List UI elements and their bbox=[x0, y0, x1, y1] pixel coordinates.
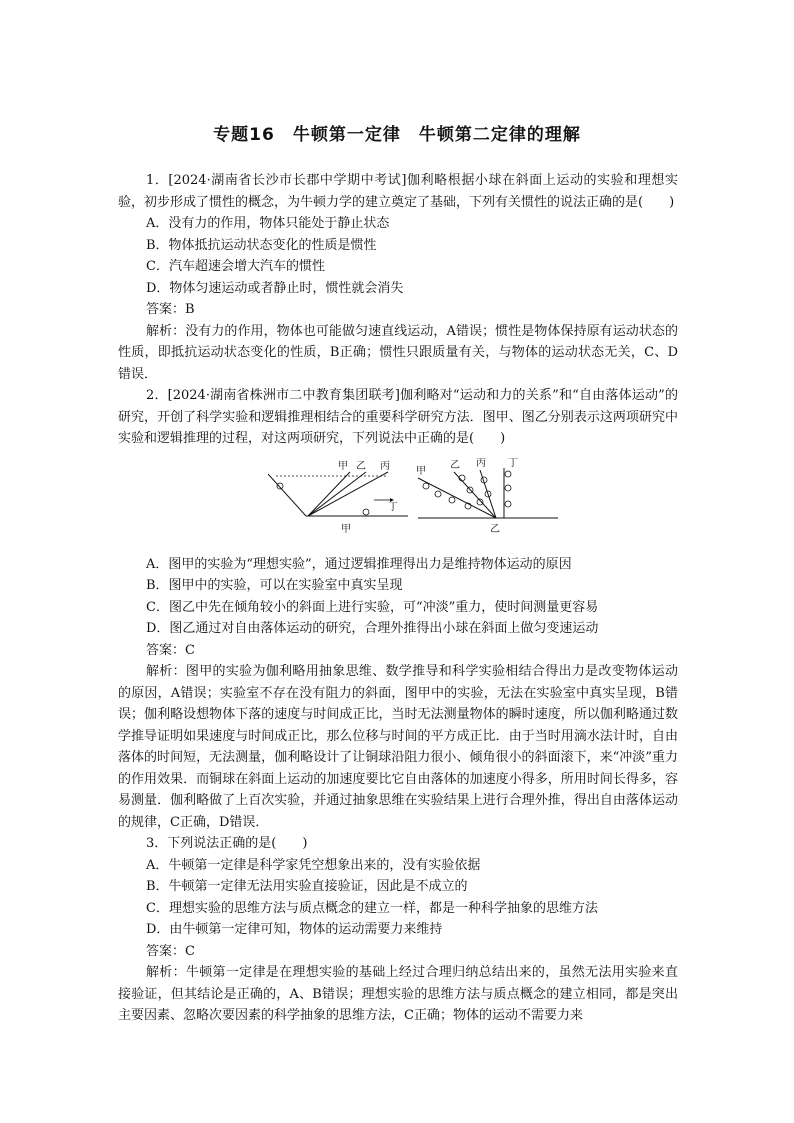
question-1-option-d: D．物体匀速运动或者静止时，惯性就会消失 bbox=[146, 280, 404, 296]
figure-right-label-bing: 丙 bbox=[476, 457, 486, 469]
question-3-stem: 3．下列说法正确的是( ) bbox=[146, 836, 308, 851]
question-3-answer: 答案：C bbox=[146, 943, 195, 959]
figure-right-caption: 乙 bbox=[490, 523, 500, 535]
figure-right-label-jia: 甲 bbox=[416, 465, 426, 477]
ball-icon bbox=[449, 497, 455, 503]
question-3-option-b: B．牛顿第一定律无法用实验直接验证，因此是不成立的 bbox=[146, 879, 468, 894]
figure-right-label-yi: 乙 bbox=[450, 459, 460, 471]
question-2-option-c: C．图乙中先在倾角较小的斜面上进行实验，可“冲淡”重力，使时间测量更容易 bbox=[146, 599, 599, 615]
ball-icon bbox=[363, 509, 369, 515]
ball-icon bbox=[435, 491, 441, 497]
figure-left-label-ding: 丁 bbox=[388, 501, 398, 513]
question-3-option-a: A．牛顿第一定律是科学家凭空想象出来的，没有实验依据 bbox=[146, 857, 481, 873]
figure-svg bbox=[268, 458, 568, 546]
page-title: 专题16 牛顿第一定律 牛顿第二定律的理解 bbox=[213, 125, 581, 145]
question-3-option-d: D．由牛顿第一定律可知，物体的运动需要力来维持 bbox=[146, 922, 443, 937]
galileo-experiment-figure bbox=[118, 458, 678, 548]
question-3-explanation: 解析：牛顿第一定律是在理想实验的基础上经过合理归纳总结出来的，虽然无法用实验来直接验证，但其结论是正确的，A、B错误；理想实验的思维方法与质点概念的建立相同，都是突出主要因素、忽略次要因素的科学抽象的思维方法，C正确；物体的运动不需要力来 bbox=[118, 965, 678, 1023]
figure-left-caption: 甲 bbox=[341, 523, 351, 535]
ball-icon bbox=[505, 471, 511, 477]
question-3-option-c: C．理想实验的思维方法与质点概念的建立一样，都是一种科学抽象的思维方法 bbox=[146, 900, 598, 916]
question-2-answer: 答案：C bbox=[146, 642, 195, 658]
ball-icon bbox=[423, 483, 429, 489]
figure-left-label-yi: 乙 bbox=[356, 460, 366, 472]
ball-icon bbox=[505, 485, 511, 491]
question-1-explanation: 解析：没有力的作用，物体也可能做匀速直线运动，A错误；惯性是物体保持原有运动状态的性质，即抵抗运动状态变化的性质，B正确；惯性只跟质量有关，与物体的运动状态无关，C、D错误． bbox=[118, 323, 678, 382]
question-1-option-c: C．汽车超速会增大汽车的惯性 bbox=[146, 259, 325, 274]
content-body bbox=[118, 170, 678, 1027]
question-2-option-a: A．图甲的实验为“理想实验”，通过逻辑推理得出力是维持物体运动的原因 bbox=[146, 556, 572, 572]
question-2-option-d: D．图乙通过对自由落体运动的研究，合理外推得出小球在斜面上做匀变速运动 bbox=[146, 621, 599, 636]
question-1-option-a: A．没有力的作用，物体只能处于静止状态 bbox=[146, 216, 390, 231]
figure-left-label-bing: 丙 bbox=[380, 460, 390, 472]
figure-right-inclines bbox=[416, 458, 558, 535]
ball-icon bbox=[277, 483, 283, 489]
figure-left-inclines bbox=[268, 460, 408, 535]
question-2-explanation: 解析：图甲的实验为伽利略用抽象思维、数学推导和科学实验相结合得出力是改变物体运动的原因，A错误；实验室不存在没有阻力的斜面，图甲中的实验，无法在实验室中真实呈现，B错误；伽利略设想物体下落的速度与时间成正比，当时无法测量物体的瞬时速度，所以伽利略通过数学推导证明如果速度与时间成正比，那么位移与时间的平方成正比．由于当时用滴水法计时，自由落体的时间短，无法测量，伽利略设计了让铜球沿阻力很小、倾角很小的斜面滚下，来“冲淡”重力的作用效果．而铜球在斜面上运动的加速度要比它自由落体的加速度小得多，所用时间长得多，容易测量．伽利略做了上百次实验，并通过抽象思维在实验结果上进行合理外推，得出自由落体运动的规律，C正确，D错误． bbox=[118, 664, 678, 830]
question-2-stem: 2．[2024·湖南省株洲市二中教育集团联考]伽利略对“运动和力的关系”和“自由落体运动”的研究，开创了科学实验和逻辑推理相结合的重要科学研究方法．图甲、图乙分别表示这两项研究中实验和逻辑推理的过程，对这两项研究，下列说法中正确的是( ) bbox=[118, 388, 678, 446]
ball-icon bbox=[505, 501, 511, 507]
question-1-option-b: B．物体抵抗运动状态变化的性质是惯性 bbox=[146, 237, 377, 253]
question-2-option-b: B．图甲中的实验，可以在实验室中真实呈现 bbox=[146, 578, 403, 593]
figure-right-label-ding: 丁 bbox=[508, 457, 518, 469]
figure-left-label-jia: 甲 bbox=[338, 460, 348, 472]
question-1-answer: 答案：B bbox=[146, 302, 195, 317]
question-1-stem: 1．[2024·湖南省长沙市长郡中学期中考试]伽利略根据小球在斜面上运动的实验和理想实验，初步形成了惯性的概念，为牛顿力学的建立奠定了基础，下列有关惯性的说法正确的是( ) bbox=[118, 173, 678, 210]
